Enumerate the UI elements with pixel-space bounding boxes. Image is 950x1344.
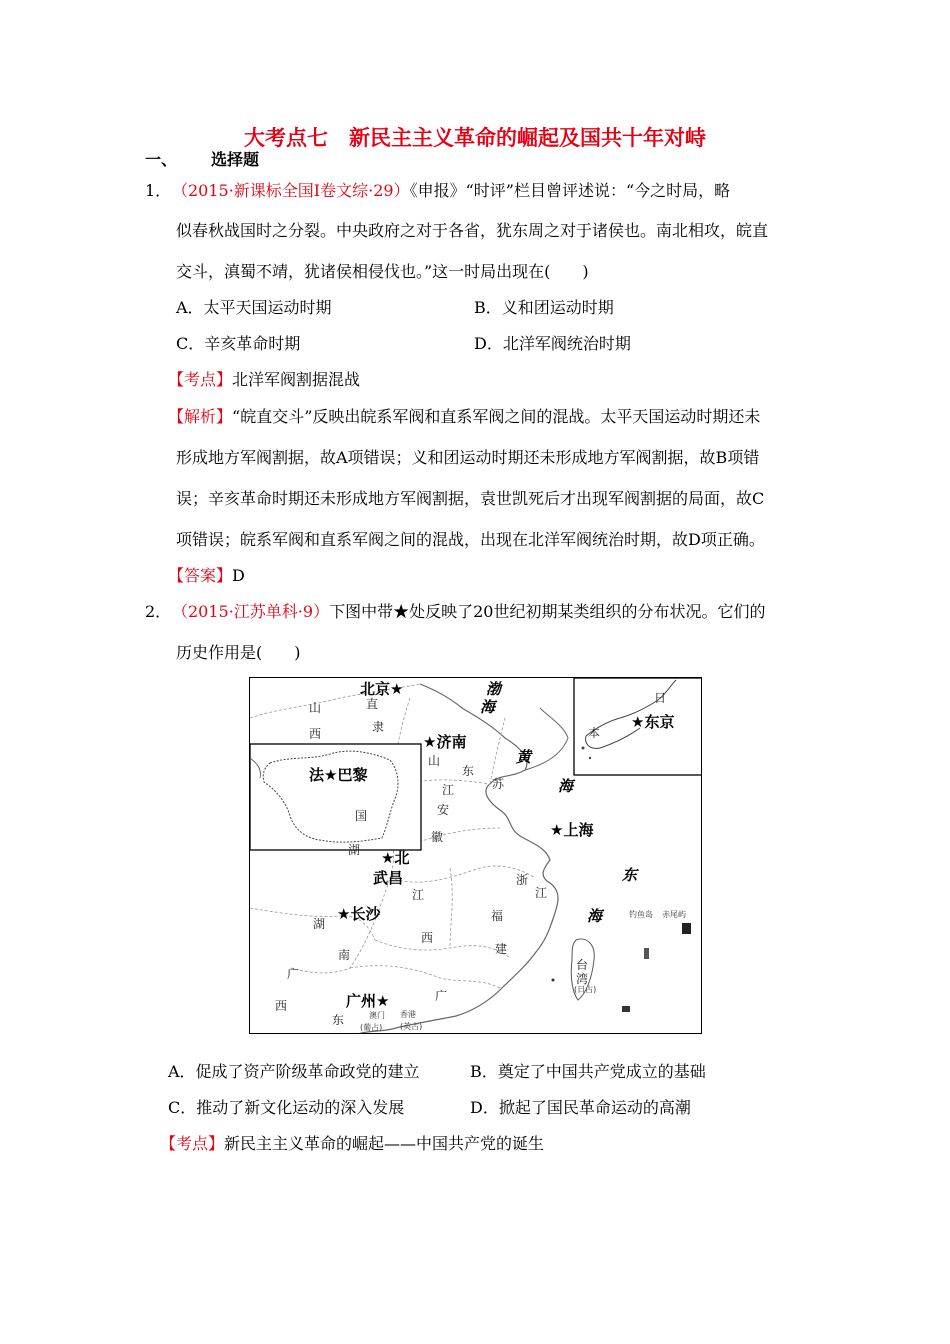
map-region: 本	[588, 726, 601, 740]
q1-line-2: 似春秋战国时之分裂。中央政府之对于各省，犹东周之对于诸侯也。南北相攻，皖直	[176, 221, 769, 240]
q1-jiexi-line-3: 误；辛亥革命时期还未形成地方军阀割据，袁世凯死后才出现军阀割据的局面，故C	[176, 489, 765, 508]
page-title: 大考点七 新民主主义革命的崛起及国共十年对峙	[244, 126, 706, 150]
map-sea-bo-hai: 海	[480, 698, 496, 716]
map-city-tokyo: ★东京	[631, 713, 675, 731]
q1-kaodian: 北洋军阀割据混战	[232, 370, 361, 389]
q2-option-b: B．奠定了中国共产党成立的基础	[470, 1062, 706, 1081]
map-region: 江	[442, 783, 455, 797]
map-region: 南	[338, 948, 351, 962]
q1-jiexi-line-4: 项错误；皖系军阀和直系军阀之间的混战，出现在北洋军阀统治时期，故D项正确。	[176, 530, 765, 549]
q2-kaodian-tag: 【考点】	[160, 1134, 225, 1153]
q2-number: 2．	[145, 602, 172, 621]
section-number: 一、	[145, 150, 178, 169]
map-region: 安	[437, 803, 450, 817]
q1-option-a: A．太平天国运动时期	[176, 298, 332, 317]
map-city-changsha: ★长沙	[337, 905, 381, 923]
map-region: 东	[332, 1013, 345, 1027]
map-region: 建	[495, 942, 508, 956]
map-region: 山	[309, 701, 322, 715]
map-label-macau: 澳门	[369, 1011, 385, 1020]
map-region: 浙	[516, 873, 529, 887]
q2-line-2: 历史作用是( )	[176, 643, 301, 662]
q2-line-1: 下图中带★处反映了20世纪初期某类组织的分布状况。它们的	[329, 602, 766, 621]
map-city-shanghai: ★上海	[550, 821, 594, 839]
q2-option-c: C．推动了新文化运动的深入发展	[168, 1098, 405, 1117]
map-region: 隶	[372, 720, 385, 734]
map-region: 湾	[576, 972, 589, 986]
map-city-jinan: ★济南	[423, 733, 467, 751]
map-sea-dong-hai: 海	[587, 907, 603, 925]
q2-option-a: A．促成了资产阶级革命政党的建立	[168, 1062, 420, 1081]
map-label-diaoyu: 钓鱼岛	[629, 910, 653, 919]
map-region: 福	[491, 909, 504, 923]
q1-answer-tag: 【答案】	[168, 566, 233, 585]
q1-jiexi-tag: 【解析】	[168, 407, 233, 426]
map-region: 国	[355, 809, 368, 823]
q2-option-d: D．掀起了国民革命运动的高潮	[470, 1098, 691, 1117]
q1-line-1: 《申报》“时评”栏目曾评述说：“今之时局，略	[409, 181, 731, 200]
section-heading	[145, 147, 259, 170]
map-region: 东	[462, 764, 475, 778]
map-region: 湖	[313, 917, 326, 931]
q2-kaodian: 新民主主义革命的崛起——中国共产党的诞生	[224, 1134, 545, 1153]
map-city-guangzhou: 广州★	[346, 992, 390, 1010]
map-region: 江	[412, 888, 425, 902]
map-region: 徽	[431, 830, 444, 844]
map-label-chiwei: 赤尾屿	[662, 910, 686, 919]
map-region: 江	[535, 886, 548, 900]
map-label-pu: (葡占)	[360, 1023, 383, 1032]
map-region: 日	[654, 691, 667, 705]
q1-option-b: B．义和团运动时期	[474, 298, 614, 317]
map-region: 广	[435, 989, 448, 1003]
map-sea-dong: 东	[622, 866, 638, 884]
map-region: 西	[421, 931, 434, 945]
map-region: 广	[287, 967, 300, 981]
map-city-beijing: 北京★	[360, 680, 404, 698]
q1-jiexi-line-1: “皖直交斗”反映出皖系军阀和直系军阀之间的混战。太平天国运动时期还未	[232, 407, 761, 426]
map-region: 苏	[492, 777, 505, 791]
q1-source: （2015·新课标全国Ⅰ卷文综·29）	[172, 181, 410, 200]
map-label-ying: (英占)	[400, 1022, 423, 1031]
section-label: 选择题	[211, 150, 260, 169]
map-region: 西	[309, 727, 322, 741]
q1-option-c: C．辛亥革命时期	[176, 334, 301, 353]
q1-answer: D	[232, 566, 245, 585]
map-sea-huang-hai: 海	[558, 777, 574, 795]
map-region: 湖	[348, 843, 361, 857]
map-region: 西	[275, 999, 288, 1013]
q1-jiexi-line-2: 形成地方军阀割据，故A项错误；义和团运动时期还未形成地方军阀割据，故B项错	[176, 448, 760, 467]
q1-kaodian-tag: 【考点】	[168, 370, 233, 389]
q2-source: （2015·江苏单科·9）	[172, 602, 330, 621]
q1-line-3: 交斗，滇蜀不靖，犹诸侯相侵伐也。”这一时局出现在( )	[176, 262, 589, 281]
q1-option-d: D．北洋军阀统治时期	[474, 334, 631, 353]
map-label-riz: (日占)	[574, 985, 597, 994]
map-sea-bo: 渤	[486, 680, 502, 698]
historical-map	[249, 677, 702, 1034]
q1-number: 1．	[145, 181, 172, 200]
map-city-wuchang-star: ★北	[381, 849, 410, 867]
map-label-hongkong: 香港	[400, 1010, 416, 1019]
map-city-paris: 法★巴黎	[309, 766, 368, 784]
map-city-wuchang: 武昌	[373, 869, 404, 887]
map-sea-huang: 黄	[516, 748, 532, 766]
map-region: 山	[428, 754, 441, 768]
map-region: 台	[576, 958, 589, 972]
map-region: 直	[366, 697, 379, 711]
